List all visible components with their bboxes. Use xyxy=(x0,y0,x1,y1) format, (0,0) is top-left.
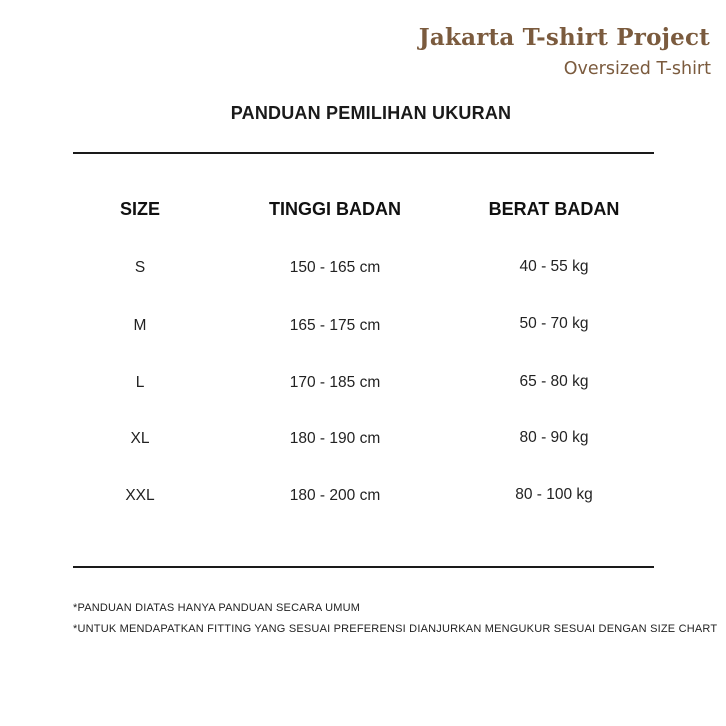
table-cell-weight: 40 - 55 kg xyxy=(519,258,589,275)
column-header-berat-badan: BERAT BADAN xyxy=(488,199,620,219)
table-cell-weight: 65 - 80 kg xyxy=(519,373,589,390)
table-cell-size: XXL xyxy=(125,487,155,504)
table-cell-height: 180 - 200 cm xyxy=(289,487,381,504)
footnote: *PANDUAN DIATAS HANYA PANDUAN SECARA UMUM xyxy=(73,602,361,614)
table-cell-height: 165 - 175 cm xyxy=(289,317,381,334)
brand-subtitle: Oversized T-shirt xyxy=(563,59,711,79)
table-cell-size: M xyxy=(133,317,147,334)
table-cell-height: 170 - 185 cm xyxy=(289,374,381,391)
table-cell-weight: 50 - 70 kg xyxy=(519,315,589,332)
table-cell-weight: 80 - 100 kg xyxy=(515,486,593,503)
column-header-tinggi-badan: TINGGI BADAN xyxy=(269,199,401,219)
table-cell-height: 180 - 190 cm xyxy=(289,430,381,447)
table-cell-height: 150 - 165 cm xyxy=(289,259,381,276)
table-cell-size: S xyxy=(134,259,146,276)
footnote: *UNTUK MENDAPATKAN FITTING YANG SESUAI PREFERENSI DIANJURKAN MENGUKUR SESUAI DENGAN SIZE CHART xyxy=(73,623,718,635)
table-cell-weight: 80 - 90 kg xyxy=(519,429,589,446)
table-cell-size: XL xyxy=(130,430,150,447)
bottom-divider xyxy=(73,566,654,568)
footnotes xyxy=(73,598,717,640)
column-header-size: SIZE xyxy=(119,199,161,219)
table-cell-size: L xyxy=(135,374,145,391)
page-title: PANDUAN PEMILIHAN UKURAN xyxy=(230,103,512,123)
brand-title: Jakarta T-shirt Project xyxy=(418,24,710,51)
